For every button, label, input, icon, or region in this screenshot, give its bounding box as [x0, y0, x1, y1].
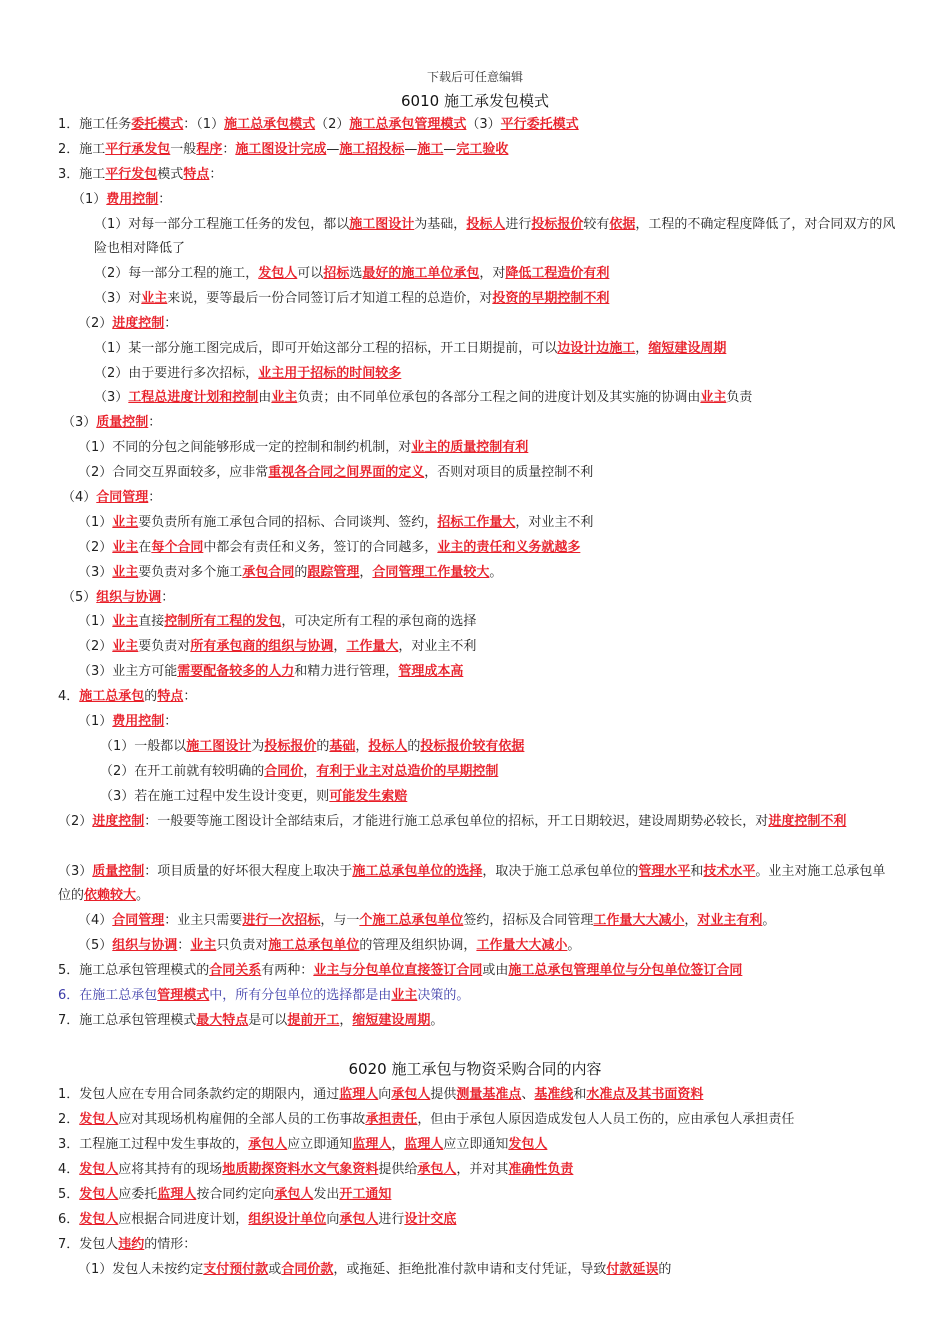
plain-text: （1） [78, 714, 113, 729]
section-title: 6010 施工承发包模式 [401, 92, 549, 110]
plain-text: ： [148, 490, 162, 505]
plain-text: 和 [690, 864, 704, 879]
plain-text: 6． [58, 1212, 80, 1227]
plain-text: （2）在开工前就有较明确的 [100, 764, 265, 779]
plain-text: 可以 [297, 266, 324, 281]
text-line [78, 436, 528, 460]
plain-text: ： [177, 938, 191, 953]
plain-text: ： [148, 415, 162, 430]
plain-text: 的情形： [144, 1237, 197, 1252]
plain-text: 。业主对施工总承包单位的 [58, 864, 886, 903]
plain-text: （5） [62, 590, 97, 605]
plain-text: 应根据合同进度计划， [118, 1212, 249, 1227]
plain-text: 选 [349, 266, 363, 281]
plain-text: （3） [78, 565, 113, 580]
plain-text: ，与一 [320, 913, 360, 928]
plain-text: 要负责所有施工承包合同的招标、合同谈判、签约， [138, 515, 438, 530]
plain-text: 在 [138, 540, 152, 555]
plain-text: 有两种： [261, 963, 314, 978]
highlighted-term: 发包人 [79, 1162, 119, 1177]
highlighted-term: 付款延误 [606, 1262, 659, 1277]
highlighted-term: 合同管理 [112, 913, 165, 928]
highlighted-term: 承包人 [274, 1187, 314, 1202]
plain-text: 2． [58, 1112, 80, 1127]
plain-text: — [326, 142, 340, 157]
plain-text: 较有 [583, 217, 610, 232]
plain-text: 直接 [138, 614, 165, 629]
plain-text: 负责；由不同单位承包的各部分工程之间的进度计划及其实施的协调由 [297, 390, 701, 405]
highlighted-term: 最好的施工单位承包 [362, 266, 480, 281]
plain-text: ：一般要等施工图设计全部结束后，才能进行施工总承包单位的招标，开工日期较迟，建设周期势必较长，对 [144, 814, 769, 829]
plain-text: 中，所有分包单位的选择都是由 [209, 988, 392, 1003]
highlighted-term: 提前开工 [287, 1013, 340, 1028]
plain-text: 、 [521, 1087, 535, 1102]
plain-text: ： [209, 167, 223, 182]
text-line [58, 1158, 573, 1182]
highlighted-term: 管理水平 [638, 864, 691, 879]
highlighted-term: 施工总承包管理模式 [349, 117, 467, 132]
highlighted-term: 招标 [323, 266, 350, 281]
highlighted-term: 监理人 [339, 1087, 379, 1102]
highlighted-term: 业主 [112, 515, 139, 530]
highlighted-term: 合同价 [264, 764, 304, 779]
plain-text: ， [391, 1137, 405, 1152]
plain-text: ： [183, 689, 197, 704]
plain-text: 为基础， [414, 217, 467, 232]
highlighted-term: 合同价款 [281, 1262, 334, 1277]
plain-text: （2）合同交互界面较多，应非常 [78, 465, 269, 480]
highlighted-term: 特点 [157, 689, 184, 704]
plain-text: 向 [378, 1087, 392, 1102]
plain-text: ，可决定所有工程的承包商的选择 [281, 614, 477, 629]
plain-text: 的管理及组织协调， [359, 938, 477, 953]
highlighted-term: 设计交底 [404, 1212, 457, 1227]
plain-text: 。 [136, 888, 150, 903]
plain-text: 。 [430, 1013, 444, 1028]
highlighted-term: 业主 [112, 639, 139, 654]
highlighted-term: 进度控制 [112, 316, 165, 331]
highlighted-term: 每个合同 [151, 540, 204, 555]
plain-text: 的 [658, 1262, 672, 1277]
section-title: 6020 施工承包与物资采购合同的内容 [348, 1060, 602, 1078]
highlighted-term: 施工招投标 [339, 142, 405, 157]
highlighted-term: 质量控制 [96, 415, 149, 430]
text-line [58, 1083, 703, 1107]
text-line [58, 1183, 391, 1207]
plain-text: 3．工程施工过程中发生事故的， [58, 1137, 249, 1152]
highlighted-term: 发包人 [508, 1137, 548, 1152]
plain-text: （1）不同的分包之间能够形成一定的控制和制约机制，对 [78, 440, 412, 455]
plain-text: （2） [78, 316, 113, 331]
plain-text: 或 [268, 1262, 282, 1277]
highlighted-term: 承包人 [339, 1212, 379, 1227]
highlighted-term: 监理人 [157, 1187, 197, 1202]
highlighted-term: 组织与协调 [112, 938, 178, 953]
plain-text: 应委托 [118, 1187, 158, 1202]
highlighted-term: 投标人 [466, 217, 506, 232]
plain-text: ，对业主不利 [398, 639, 477, 654]
page-header-note: 下载后可任意编辑 [426, 70, 523, 84]
plain-text: 按合同约定向 [196, 1187, 275, 1202]
highlighted-term: 所有承包商的组织与协调 [190, 639, 334, 654]
text-line [58, 1233, 196, 1257]
plain-text: （4） [62, 490, 97, 505]
highlighted-term: 费用控制 [106, 192, 159, 207]
plain-text: 。 [762, 913, 776, 928]
plain-text: 为 [251, 739, 265, 754]
text-line [58, 1133, 547, 1157]
highlighted-term: 承担责任 [365, 1112, 418, 1127]
text-line [78, 710, 177, 734]
text-line [78, 1258, 671, 1282]
plain-text: 向 [326, 1212, 340, 1227]
plain-text: 1．发包人应在专用合同条款约定的期限内，通过 [58, 1087, 340, 1102]
highlighted-term: 业主 [112, 614, 139, 629]
text-line [78, 511, 593, 535]
highlighted-term: 业主用于招标的时间较多 [258, 366, 402, 381]
plain-text: 是可以 [248, 1013, 288, 1028]
text-line [94, 386, 752, 410]
plain-text: 4． [58, 689, 80, 704]
highlighted-term: 水准点及其书面资料 [586, 1087, 704, 1102]
text-line [78, 610, 476, 634]
highlighted-term: 业主 [112, 565, 139, 580]
highlighted-term: 地质勘探资料水文气象资料 [222, 1162, 379, 1177]
highlighted-term: 特点 [183, 167, 210, 182]
highlighted-term: 基础 [329, 739, 356, 754]
plain-text: ， [333, 639, 347, 654]
highlighted-term: 平行发包 [105, 167, 158, 182]
highlighted-term: 承包人 [248, 1137, 288, 1152]
plain-text: 发出 [313, 1187, 340, 1202]
highlighted-term: 最大特点 [196, 1013, 249, 1028]
plain-text: ：（1） [183, 117, 225, 132]
plain-text: （1）某一部分施工图完成后，即可开始这部分工程的招标，开工日期提前，可以 [94, 341, 558, 356]
highlighted-term: 施工图设计 [349, 217, 415, 232]
highlighted-term: 组织设计单位 [248, 1212, 327, 1227]
plain-text: ： [164, 714, 178, 729]
plain-text: ， [339, 1013, 353, 1028]
highlighted-term: 发包人 [79, 1112, 119, 1127]
highlighted-term: 施工总承包 [79, 689, 145, 704]
highlighted-term: 需要配备较多的人力 [177, 664, 295, 679]
highlighted-term: 监理人 [404, 1137, 444, 1152]
highlighted-term: 边设计边施工 [557, 341, 636, 356]
plain-text: ：项目质量的好坏很大程度上取决于 [144, 864, 353, 879]
plain-text: 6．在施工总承包 [58, 988, 158, 1003]
plain-text: 的 [407, 739, 421, 754]
plain-text: 5．施工总承包管理模式的 [58, 963, 210, 978]
plain-text: （3） [466, 117, 501, 132]
highlighted-term: 施工总承包模式 [224, 117, 316, 132]
plain-text: 的 [144, 689, 158, 704]
plain-text: （1） [72, 192, 107, 207]
plain-text: （2） [78, 639, 113, 654]
plain-text: 要负责对多个施工 [138, 565, 243, 580]
text-line [58, 984, 469, 1008]
plain-text: （5） [78, 938, 113, 953]
text-line [58, 860, 898, 908]
plain-text: 要负责对 [138, 639, 191, 654]
plain-text: 7．施工总承包管理模式 [58, 1013, 197, 1028]
plain-text: （1） [78, 515, 113, 530]
plain-text: ，但由于承包人原因造成发包人人员工伤的，应由承包人承担责任 [417, 1112, 795, 1127]
highlighted-term: 程序 [196, 142, 223, 157]
highlighted-term: 依据 [609, 217, 636, 232]
highlighted-term: 投资的早期控制不利 [492, 291, 610, 306]
highlighted-term: 业主的质量控制有利 [411, 440, 529, 455]
text-line [58, 138, 508, 162]
highlighted-term: 业主 [190, 938, 217, 953]
highlighted-term: 降低工程造价有利 [505, 266, 610, 281]
highlighted-term: 施工总承包管理单位与分包单位签订合同 [508, 963, 743, 978]
highlighted-term: 平行承发包 [105, 142, 171, 157]
highlighted-term: 合同管理工作量较大 [372, 565, 490, 580]
plain-text: 2．施工 [58, 142, 106, 157]
text-line [58, 810, 898, 834]
plain-text: ，工程的不确定程度降低了，对合同双方的风险也相对降低了 [94, 217, 896, 256]
highlighted-term: 对业主有利 [697, 913, 763, 928]
highlighted-term: 依赖较大 [84, 888, 137, 903]
plain-text: （2）每一部分工程的施工， [94, 266, 259, 281]
text-line [100, 785, 407, 809]
plain-text: （2） [315, 117, 350, 132]
highlighted-term: 准确性负责 [508, 1162, 574, 1177]
plain-text: （3）业主方可能 [78, 664, 178, 679]
plain-text: （3） [58, 864, 93, 879]
text-line [72, 188, 171, 212]
highlighted-term: 合同管理 [96, 490, 149, 505]
text-line [78, 909, 775, 933]
highlighted-term: 组织与协调 [96, 590, 162, 605]
highlighted-term: 管理成本高 [398, 664, 464, 679]
text-line [58, 685, 196, 709]
plain-text: 中都会有责任和义务，签订的合同越多， [203, 540, 438, 555]
text-line [94, 287, 609, 311]
highlighted-term: 违约 [118, 1237, 145, 1252]
highlighted-term: 施工图设计 [186, 739, 252, 754]
plain-text: ， [684, 913, 698, 928]
plain-text: ，并对其 [456, 1162, 509, 1177]
highlighted-term: 有利于业主对总造价的早期控制 [316, 764, 499, 779]
plain-text: 。 [567, 938, 581, 953]
text-line [78, 660, 463, 684]
plain-text: 模式 [157, 167, 184, 182]
plain-text: 来说，要等最后一份合同签订后才知道工程的总造价，对 [167, 291, 493, 306]
text-line [62, 586, 174, 610]
plain-text: ，对 [479, 266, 506, 281]
highlighted-term: 业主 [700, 390, 727, 405]
plain-text: （2） [58, 814, 93, 829]
plain-text: ，或拖延、拒绝批准付款申请和支付凭证，导致 [333, 1262, 607, 1277]
plain-text: 和 [573, 1087, 587, 1102]
highlighted-term: 费用控制 [112, 714, 165, 729]
plain-text: 进行 [378, 1212, 405, 1227]
text-line [58, 163, 222, 187]
plain-text: 提供给 [378, 1162, 418, 1177]
plain-text: 3．施工 [58, 167, 106, 182]
highlighted-term: 进行一次招标 [242, 913, 321, 928]
plain-text: 一般 [170, 142, 197, 157]
text-line [58, 1208, 456, 1232]
plain-text: ： [161, 590, 175, 605]
plain-text: 5． [58, 1187, 80, 1202]
text-line [78, 934, 580, 958]
highlighted-term: 基准线 [534, 1087, 574, 1102]
plain-text: （2） [78, 540, 113, 555]
highlighted-term: 投标报价 [531, 217, 584, 232]
plain-text: 签约，招标及合同管理 [463, 913, 594, 928]
highlighted-term: 业主的责任和义务就越多 [437, 540, 581, 555]
highlighted-term: 业主 [391, 988, 418, 1003]
highlighted-term: 个施工总承包单位 [359, 913, 464, 928]
plain-text: ： [164, 316, 178, 331]
plain-text: 的 [316, 739, 330, 754]
plain-text: （3）对 [94, 291, 142, 306]
plain-text: 应将其持有的现场 [118, 1162, 223, 1177]
plain-text: — [443, 142, 457, 157]
highlighted-term: 重视各合同之间界面的定义 [268, 465, 425, 480]
highlighted-term: 施工总承包单位的选择 [352, 864, 483, 879]
plain-text: 应立即通知 [443, 1137, 509, 1152]
plain-text: 负责 [726, 390, 753, 405]
text-line [58, 113, 579, 137]
text-line [62, 486, 161, 510]
plain-text: ， [303, 764, 317, 779]
text-line [100, 735, 524, 759]
highlighted-term: 招标工作量大 [437, 515, 516, 530]
highlighted-term: 业主与分包单位直接签订合同 [313, 963, 483, 978]
plain-text: （1）一般都以 [100, 739, 187, 754]
text-line [58, 1009, 443, 1033]
plain-text: 提供 [430, 1087, 457, 1102]
highlighted-term: 工程总进度计划和控制 [128, 390, 259, 405]
highlighted-term: 工作量大大减小 [593, 913, 685, 928]
highlighted-term: 进度控制 [92, 814, 145, 829]
text-line [94, 213, 900, 261]
text-line [62, 411, 161, 435]
plain-text: 或由 [482, 963, 509, 978]
highlighted-term: 施工 [417, 142, 444, 157]
highlighted-term: 发包人 [79, 1212, 119, 1227]
plain-text: ，取决于施工总承包单位的 [482, 864, 639, 879]
text-line [100, 760, 498, 784]
highlighted-term: 工作量大 [346, 639, 399, 654]
highlighted-term: 缩短建设周期 [648, 341, 727, 356]
plain-text: ： [158, 192, 172, 207]
highlighted-term: 开工通知 [339, 1187, 392, 1202]
plain-text: ， [355, 739, 369, 754]
highlighted-term: 委托模式 [131, 117, 184, 132]
highlighted-term: 承包人 [391, 1087, 431, 1102]
plain-text: 进行 [505, 217, 532, 232]
highlighted-term: 投标报价较有依据 [420, 739, 525, 754]
highlighted-term: 施工总承包单位 [268, 938, 360, 953]
highlighted-term: 监理人 [352, 1137, 392, 1152]
text-line [58, 959, 742, 983]
text-line [78, 561, 502, 585]
plain-text: 的 [294, 565, 308, 580]
highlighted-term: 测量基准点 [456, 1087, 522, 1102]
plain-text: 。 [489, 565, 503, 580]
text-line [78, 312, 177, 336]
plain-text: 4． [58, 1162, 80, 1177]
plain-text: ，否则对项目的质量控制不利 [424, 465, 594, 480]
plain-text: （1）发包人未按约定 [78, 1262, 204, 1277]
text-line [58, 1108, 794, 1132]
highlighted-term: 投标报价 [264, 739, 317, 754]
highlighted-term: 承包人 [417, 1162, 457, 1177]
plain-text: ， [635, 341, 649, 356]
plain-text: 决策的。 [417, 988, 470, 1003]
text-line [78, 635, 476, 659]
highlighted-term: 可能发生索赔 [329, 789, 408, 804]
highlighted-term: 施工图设计完成 [235, 142, 327, 157]
plain-text: 应立即通知 [287, 1137, 353, 1152]
text-line [78, 461, 593, 485]
highlighted-term: 业主 [141, 291, 168, 306]
plain-text: 7．发包人 [58, 1237, 119, 1252]
highlighted-term: 缩短建设周期 [352, 1013, 431, 1028]
highlighted-term: 技术水平 [703, 864, 756, 879]
plain-text: 应对其现场机构雇佣的全部人员的工伤事故 [118, 1112, 366, 1127]
highlighted-term: 承包合同 [242, 565, 295, 580]
plain-text: ： [222, 142, 236, 157]
highlighted-term: 投标人 [368, 739, 408, 754]
plain-text: ， [359, 565, 373, 580]
highlighted-term: 管理模式 [157, 988, 210, 1003]
highlighted-term: 业主 [271, 390, 298, 405]
plain-text: — [404, 142, 418, 157]
plain-text: ：业主只需要 [164, 913, 243, 928]
plain-text: （1）对每一部分工程施工任务的发包，都以 [94, 217, 350, 232]
plain-text: （3） [62, 415, 97, 430]
highlighted-term: 质量控制 [92, 864, 145, 879]
highlighted-term: 平行委托模式 [500, 117, 579, 132]
highlighted-term: 完工验收 [456, 142, 509, 157]
text-line [94, 337, 726, 361]
highlighted-term: 工作量大大减小 [476, 938, 568, 953]
highlighted-term: 发包人 [79, 1187, 119, 1202]
plain-text: 只负责对 [216, 938, 269, 953]
highlighted-term: 控制所有工程的发包 [164, 614, 282, 629]
highlighted-term: 跟踪管理 [307, 565, 360, 580]
plain-text: ，对业主不利 [515, 515, 594, 530]
plain-text: （1） [78, 614, 113, 629]
highlighted-term: 进度控制不利 [768, 814, 847, 829]
plain-text: 和精力进行管理， [294, 664, 399, 679]
highlighted-term: 支付预付款 [203, 1262, 269, 1277]
plain-text: （3）若在施工过程中发生设计变更，则 [100, 789, 330, 804]
plain-text: 由 [258, 390, 272, 405]
plain-text: 1．施工任务 [58, 117, 132, 132]
text-line [78, 536, 580, 560]
text-line [94, 362, 401, 386]
highlighted-term: 合同关系 [209, 963, 262, 978]
plain-text: （2）由于要进行多次招标， [94, 366, 259, 381]
highlighted-term: 发包人 [258, 266, 298, 281]
highlighted-term: 业主 [112, 540, 139, 555]
plain-text: （3） [94, 390, 129, 405]
text-line [94, 262, 609, 286]
plain-text: （4） [78, 913, 113, 928]
